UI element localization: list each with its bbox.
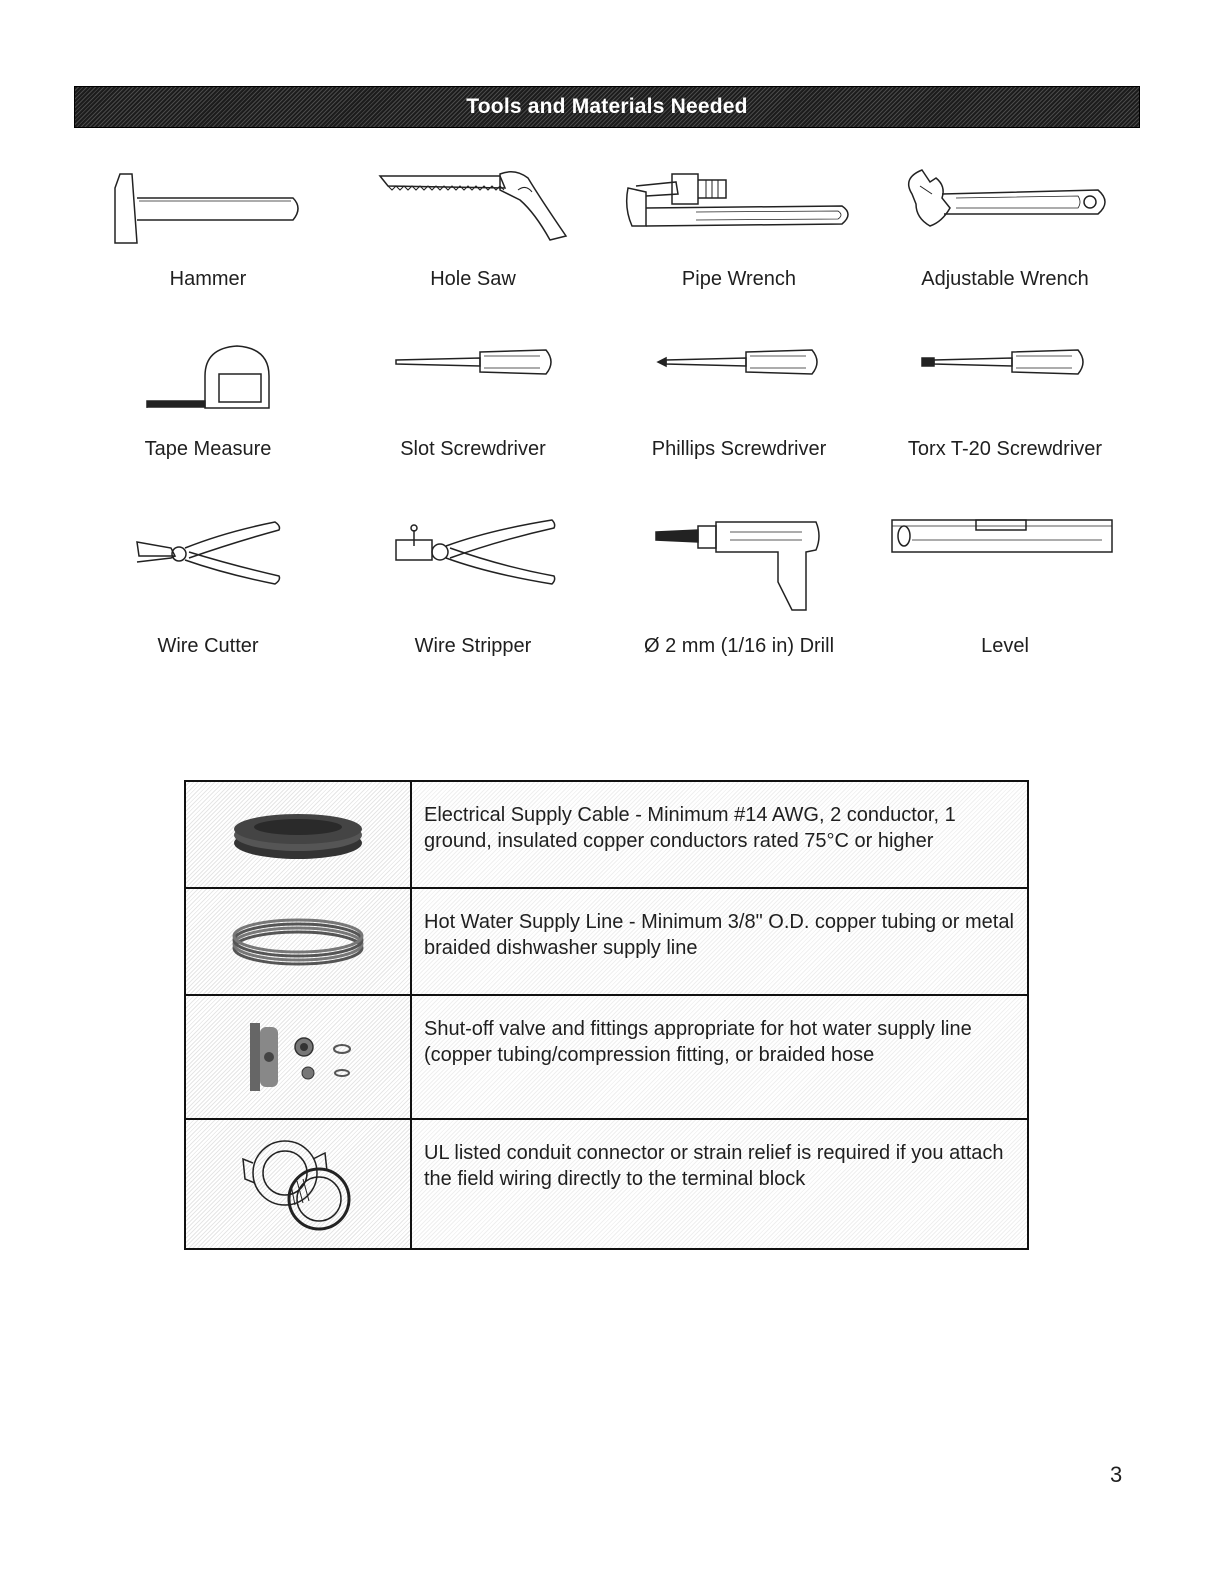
material-description: Shut-off valve and fittings appropriate for hot water supply line (copper tubing/compression fitting, or braided hose	[412, 996, 1027, 1118]
conduit-connector-icon	[233, 1129, 363, 1239]
adjustable-wrench-icon	[872, 168, 1138, 248]
materials-row	[186, 1120, 1027, 1248]
torx-screwdriver-illustration	[872, 338, 1138, 418]
materials-row	[186, 782, 1027, 889]
materials-row	[186, 889, 1027, 996]
material-description: UL listed conduit connector or strain relief is required if you attach the field wiring directly to the terminal block	[412, 1120, 1027, 1248]
pipe-wrench-icon	[606, 168, 872, 248]
slot-screwdriver-icon	[340, 338, 606, 418]
material-image-cell	[186, 782, 412, 887]
tool-label-wire-cutter: Wire Cutter	[157, 635, 259, 657]
slot-screwdriver-illustration	[340, 338, 606, 418]
material-description: Electrical Supply Cable - Minimum #14 AWG, 2 conductor, 1 ground, insulated copper conductors rated 75°C or higher	[412, 782, 1027, 887]
tool-label-drill: Ø 2 mm (1/16 in) Drill	[643, 635, 835, 657]
hole-saw-icon	[340, 168, 606, 248]
pipe-wrench-illustration	[606, 168, 872, 248]
wire-cutter-icon	[75, 512, 341, 592]
drill-illustration	[606, 512, 872, 612]
material-description: Hot Water Supply Line - Minimum 3/8" O.D. copper tubing or metal braided dishwasher supply line	[412, 889, 1027, 994]
tool-label-slot-screwdriver: Slot Screwdriver	[400, 438, 546, 460]
material-image-cell	[186, 996, 412, 1118]
tool-label-adjustable-wrench: Adjustable Wrench	[921, 268, 1089, 290]
phillips-screwdriver-icon	[606, 338, 872, 418]
level-illustration	[872, 512, 1138, 592]
tool-label-hole-saw: Hole Saw	[430, 268, 516, 290]
tool-label-torx-screwdriver: Torx T-20 Screwdriver	[907, 438, 1103, 460]
materials-row	[186, 996, 1027, 1120]
section-title: Tools and Materials Needed	[466, 95, 748, 118]
copper-tubing-coil-icon	[228, 912, 368, 972]
adjustable-wrench-illustration	[872, 168, 1138, 248]
phillips-screwdriver-illustration	[606, 338, 872, 418]
tape-measure-illustration	[75, 338, 341, 418]
valve-fittings-icon	[238, 1017, 358, 1097]
tool-label-wire-stripper: Wire Stripper	[414, 635, 532, 657]
drill-icon	[606, 512, 872, 612]
materials-table	[184, 780, 1029, 1250]
tool-label-tape-measure: Tape Measure	[144, 438, 272, 460]
section-title-banner	[74, 86, 1140, 128]
hole-saw-illustration	[340, 168, 606, 248]
hammer-illustration	[75, 168, 341, 248]
page-number: 3	[1110, 1462, 1123, 1487]
tool-label-pipe-wrench: Pipe Wrench	[681, 268, 797, 290]
torx-screwdriver-icon	[872, 338, 1138, 418]
wire-stripper-icon	[340, 512, 606, 592]
material-image-cell	[186, 889, 412, 994]
material-image-cell	[186, 1120, 412, 1248]
level-icon	[872, 512, 1138, 592]
tool-label-hammer: Hammer	[169, 268, 247, 290]
cable-coil-icon	[228, 805, 368, 865]
tape-measure-icon	[75, 338, 341, 418]
wire-stripper-illustration	[340, 512, 606, 592]
wire-cutter-illustration	[75, 512, 341, 592]
tool-label-level: Level	[981, 635, 1029, 657]
hammer-icon	[75, 168, 341, 248]
tool-label-phillips-screwdriver: Phillips Screwdriver	[651, 438, 827, 460]
